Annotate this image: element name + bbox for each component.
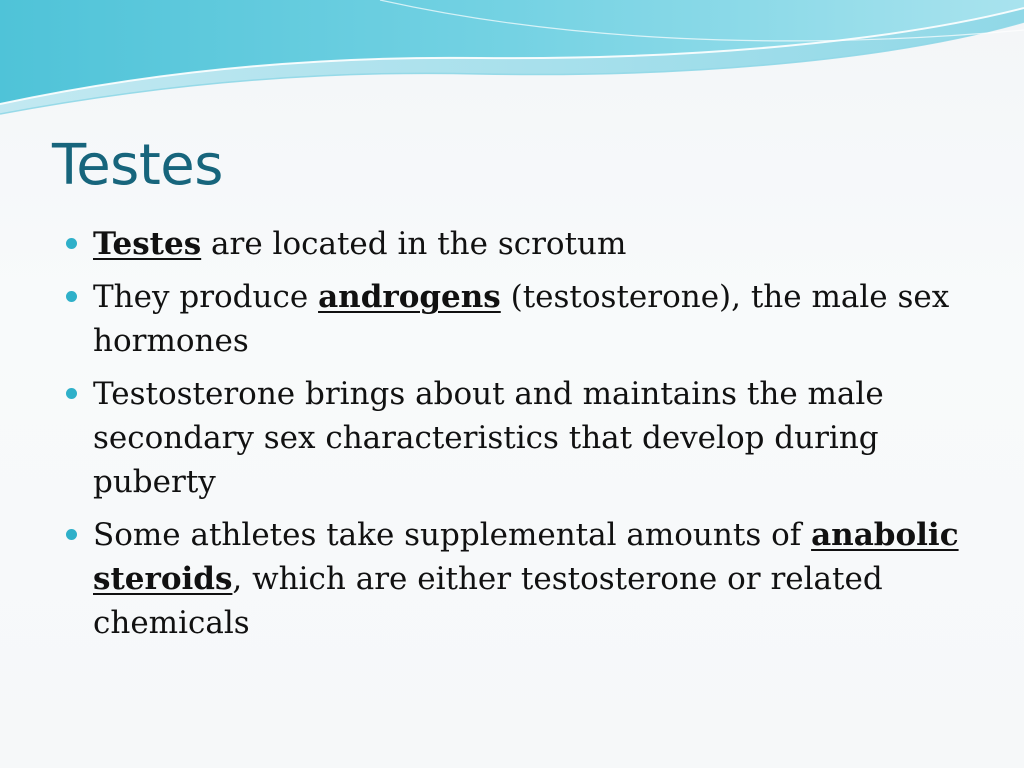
bullet-text-run: Some athletes take supplemental amounts of — [93, 517, 812, 553]
bullet-text — [93, 517, 959, 641]
key-term: androgens — [318, 279, 501, 315]
bullet-text-run: , which are either testosterone or related chemicals — [93, 561, 883, 641]
key-term: Testes — [93, 226, 202, 262]
bullet-dot-icon — [66, 388, 77, 399]
key-term: anabolic steroids — [93, 517, 959, 597]
bullet-text-run: Testosterone brings about and maintains the male secondary sex characteristics that develop during puberty — [93, 376, 884, 500]
bullet-text-run: (testosterone), the male sex hormones — [93, 279, 950, 359]
bullet-text — [93, 376, 884, 500]
slide-title: Testes — [52, 133, 223, 198]
bullet-text-run: They produce — [93, 279, 319, 315]
header-wave-decoration — [0, 0, 1024, 130]
bullet-text-run: are located in the scrotum — [201, 226, 627, 262]
bullet-dot-icon — [66, 529, 77, 540]
bullet-item — [64, 222, 974, 266]
bullet-item — [64, 372, 974, 504]
bullet-dot-icon — [66, 291, 77, 302]
bullet-text — [93, 279, 949, 359]
bullet-dot-icon — [66, 238, 77, 249]
bullet-text — [93, 226, 626, 262]
bullet-item — [64, 275, 974, 363]
bullet-list — [64, 222, 974, 654]
bullet-item — [64, 513, 974, 645]
